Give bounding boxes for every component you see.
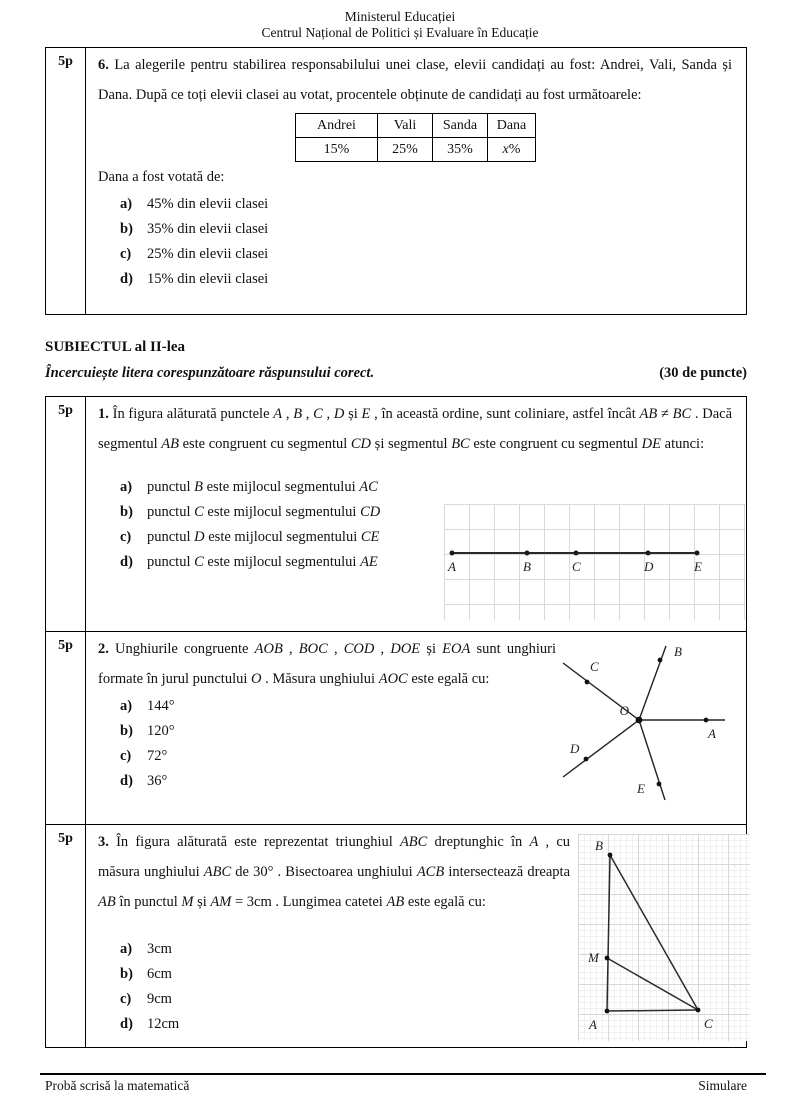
option-text: 36° <box>147 773 168 789</box>
point-dots <box>584 658 709 787</box>
rays <box>563 646 725 800</box>
option-letter: b) <box>120 221 133 237</box>
side-bc <box>610 855 698 1010</box>
question-2-cell <box>86 632 746 824</box>
option-letter: d) <box>120 554 133 570</box>
point-b-dot <box>525 551 530 556</box>
ray-ob <box>639 646 666 720</box>
option-letter: b) <box>120 504 133 520</box>
point-e-dot <box>695 551 700 556</box>
point-e-label: E <box>637 781 645 796</box>
section-2-instruction-row <box>45 365 747 382</box>
question-6-box <box>45 47 747 315</box>
side-ac <box>607 1010 698 1011</box>
option-letter: b) <box>120 966 133 982</box>
right-triangle-figure <box>578 834 750 1041</box>
point-a-dot <box>704 718 709 723</box>
points-cell: 5p <box>46 48 86 314</box>
option-a <box>120 192 732 217</box>
document-header <box>0 9 800 41</box>
option-text: 15% din elevii clasei <box>147 271 269 287</box>
question-6-statement: 6. La alegerile pentru stabilirea responsabilului unei clase, elevii candidați au fost: Andrei, Vali, Sanda și Dana. După ce toți elevii clasei au votat, procentele obținute de candidați au fost următoarele: <box>98 57 733 103</box>
option-text: punctul C este mijlocul segmentului CD <box>147 504 381 520</box>
header-line-center: Centrul Național de Politici și Evaluare în Educație <box>261 25 539 40</box>
option-letter: c) <box>120 748 132 764</box>
question-2-row <box>46 631 746 824</box>
point-b-label: B <box>523 559 531 574</box>
votes-header-row <box>296 114 536 138</box>
points-cell: 5p <box>46 632 86 824</box>
option-text: punctul D este mijlocul segmentului CE <box>147 529 380 545</box>
page-footer <box>45 1078 747 1094</box>
footer-right-label: Simulare <box>698 1078 747 1093</box>
section-points: (30 de puncte) <box>659 365 747 381</box>
option-letter: c) <box>120 246 132 262</box>
votes-header-sanda: Sanda <box>433 114 488 138</box>
question-3-row <box>46 824 746 1047</box>
votes-value-andrei: 15% <box>296 138 378 162</box>
collinear-points-figure <box>444 504 746 620</box>
points-cell: 5p <box>46 825 86 1047</box>
point-d-dot <box>646 551 651 556</box>
question-2-statement: 2. Unghiurile congruente AOB , BOC , COD , DOE și EOA sunt unghiuri formate în jurul punctului O . Măsura unghiului AOC este egală cu: <box>98 641 557 687</box>
point-a-label: A <box>589 1017 597 1032</box>
question-3-cell <box>86 825 746 1047</box>
triangle-sides <box>607 855 698 1011</box>
section-2-title: SUBIECTUL al II-lea <box>45 339 186 355</box>
header-line-ministry: Ministerul Educației <box>344 9 456 24</box>
point-d-label: D <box>570 741 580 756</box>
option-d <box>120 267 732 292</box>
point-o-dot <box>636 717 643 724</box>
question-6-options <box>98 192 732 292</box>
point-m-label: M <box>588 950 599 965</box>
triangle-drawing <box>578 834 750 1041</box>
option-letter: a) <box>120 196 133 212</box>
option-text: 120° <box>147 723 175 739</box>
bisector-mc <box>607 958 698 1010</box>
option-letter: c) <box>120 529 132 545</box>
point-b-dot <box>658 658 663 663</box>
question-6-cell <box>86 48 746 314</box>
angles-around-point-figure <box>550 637 756 817</box>
option-letter: d) <box>120 1016 133 1032</box>
footer-divider <box>40 1073 766 1075</box>
point-c-label: C <box>572 559 581 574</box>
point-c-dot <box>585 680 590 685</box>
option-b <box>120 217 732 242</box>
footer-left-label: Probă scrisă la matematică <box>45 1078 190 1093</box>
point-a-dot <box>450 551 455 556</box>
votes-header-vali: Vali <box>378 114 433 138</box>
option-text: punctul C este mijlocul segmentului AE <box>147 554 378 570</box>
votes-header-andrei: Andrei <box>296 114 378 138</box>
question-3-statement: 3. În figura alăturată este reprezentat triunghiul ABC dreptunghic în A , cu măsura unghiului ABC de 30° . Bisectoarea unghiului ACB intersectează dreapta AB în punctul M și AM = 3cm . Lungimea catetei AB este egală cu: <box>98 834 571 910</box>
option-letter: a) <box>120 698 133 714</box>
votes-value-sanda: 35% <box>433 138 488 162</box>
votes-value-dana: x% <box>488 138 536 162</box>
question-1-cell <box>86 397 746 631</box>
point-d-dot <box>584 757 589 762</box>
section-2-table <box>45 396 747 1048</box>
question-1-row <box>46 397 746 631</box>
point-c-label: C <box>590 659 599 674</box>
option-text: 6cm <box>147 966 172 982</box>
option-letter: d) <box>120 271 133 287</box>
option-letter: d) <box>120 773 133 789</box>
option-a <box>120 475 732 500</box>
question-6-lead: Dana a fost votată de: <box>98 169 225 185</box>
option-letter: a) <box>120 479 133 495</box>
side-ab <box>607 855 610 1011</box>
votes-value-vali: 25% <box>378 138 433 162</box>
point-a-label: A <box>708 726 716 741</box>
question-1-statement: 1. În figura alăturată punctele A , B , C , D și E , în această ordine, sunt coliniare, astfel încât AB ≠ BC . Dacă segmentul AB este congruent cu segmentul CD și segmentul BC este congruent cu segmentul DE atunci: <box>98 406 733 452</box>
points-cell: 5p <box>46 397 86 631</box>
option-text: 72° <box>147 748 168 764</box>
point-o-label: O <box>619 703 629 718</box>
option-text: 35% din elevii clasei <box>147 221 269 237</box>
point-b-dot <box>608 853 613 858</box>
point-b-label: B <box>674 644 682 659</box>
option-text: punctul B este mijlocul segmentului AC <box>147 479 378 495</box>
instruction-text: Încercuiește litera corespunzătoare răspunsului corect. <box>45 365 375 381</box>
point-a-label: A <box>448 559 456 574</box>
point-c-dot <box>696 1008 701 1013</box>
point-c-label: C <box>704 1016 713 1031</box>
votes-value-row <box>296 138 536 162</box>
option-text: 144° <box>147 698 175 714</box>
votes-header-dana: Dana <box>488 114 536 138</box>
option-letter: b) <box>120 723 133 739</box>
option-c <box>120 242 732 267</box>
option-letter: c) <box>120 991 132 1007</box>
point-c-dot <box>574 551 579 556</box>
point-e-dot <box>657 782 662 787</box>
point-b-label: B <box>595 838 603 853</box>
option-text: 25% din elevii clasei <box>147 246 269 262</box>
option-text: 12cm <box>147 1016 180 1032</box>
option-text: 9cm <box>147 991 172 1007</box>
votes-table <box>295 113 536 162</box>
point-a-dot <box>605 1009 610 1014</box>
option-letter: a) <box>120 941 133 957</box>
option-text: 45% din elevii clasei <box>147 196 269 212</box>
point-e-label: E <box>694 559 702 574</box>
point-d-label: D <box>644 559 654 574</box>
point-m-dot <box>605 956 610 961</box>
option-text: 3cm <box>147 941 172 957</box>
